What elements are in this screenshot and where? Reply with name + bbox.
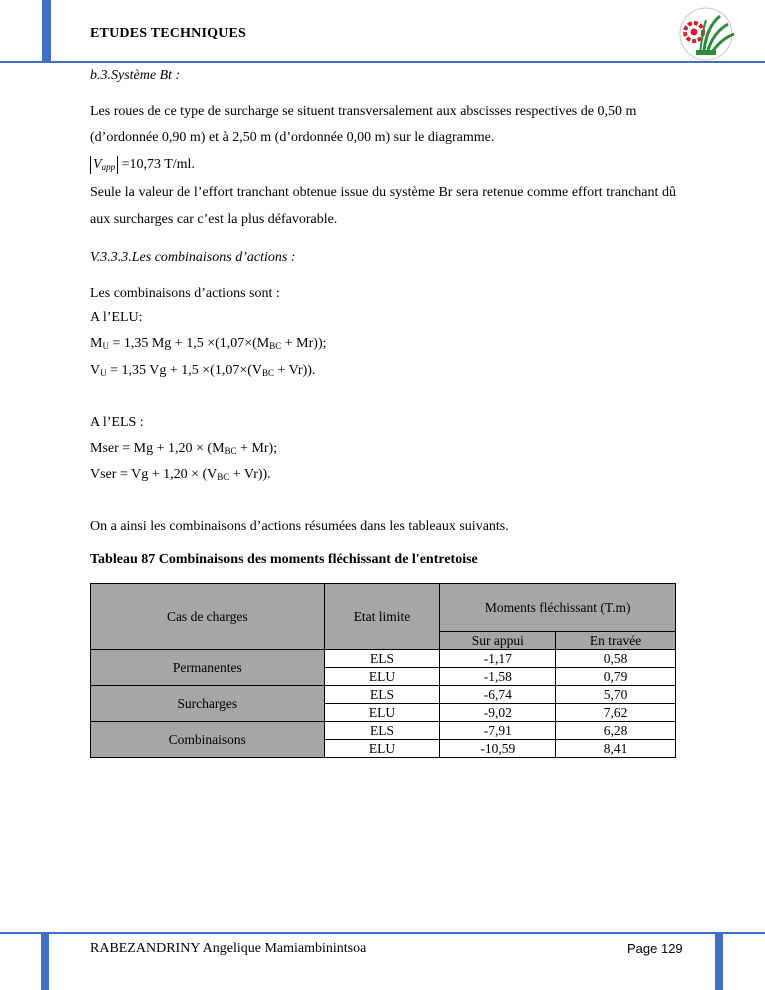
paragraph-line: Les combinaisons d’actions sont : bbox=[90, 286, 280, 301]
institution-logo bbox=[670, 6, 742, 62]
header-title: ETUDES TECHNIQUES bbox=[90, 26, 247, 41]
footer-author: RABEZANDRINY Angelique Mamiambinintsoa bbox=[90, 941, 367, 956]
formula-subscript: BC bbox=[269, 341, 282, 351]
formula-text: + Mr); bbox=[236, 441, 278, 456]
formula-subscript: U bbox=[102, 341, 109, 351]
header-rule bbox=[0, 61, 765, 63]
formula-vser bbox=[90, 465, 271, 485]
formula-subscript: BC bbox=[262, 368, 275, 378]
formula-text: M bbox=[90, 336, 103, 351]
header-state: Etat limite bbox=[324, 584, 440, 650]
cell-span: 6,28 bbox=[556, 722, 676, 740]
footer-rule bbox=[0, 932, 765, 934]
elu-label: A l’ELU: bbox=[90, 310, 143, 325]
formula-text: + Vr)). bbox=[229, 467, 271, 482]
vapp-symbol: V bbox=[93, 157, 102, 172]
section-heading-b3: b.3.Système Bt : bbox=[90, 68, 181, 83]
cell-span: 0,58 bbox=[556, 650, 676, 668]
els-label: A l’ELS : bbox=[90, 415, 144, 430]
formula-text: = 1,35 Vg + 1,5 ×(1,07×(V bbox=[106, 363, 262, 378]
table-row bbox=[91, 722, 676, 740]
table-row bbox=[91, 650, 676, 668]
footer-accent-bar-right bbox=[715, 932, 723, 990]
cell-state: ELS bbox=[324, 686, 440, 704]
paragraph: Seule la valeur de l’effort tranchant obtenue issue du système Br sera retenue comme effort tranchant dû aux surcharges car c’est la plus défavorable. bbox=[90, 185, 676, 227]
cell-support: -1,17 bbox=[440, 650, 556, 668]
summary-line: On a ainsi les combinaisons d’actions résumées dans les tableaux suivants. bbox=[90, 519, 509, 534]
formula-text: Vser = Vg + 1,20 × (V bbox=[90, 467, 218, 482]
vapp-subscript: app bbox=[101, 162, 116, 172]
header-span: En travée bbox=[556, 632, 676, 650]
formula-mu bbox=[90, 334, 327, 354]
group-label: Combinaisons bbox=[91, 722, 325, 758]
cell-span: 8,41 bbox=[556, 740, 676, 758]
group-label: Permanentes bbox=[91, 650, 325, 686]
formula-text: Mser = Mg + 1,20 × (M bbox=[90, 441, 225, 456]
formula-text: + Mr)); bbox=[281, 336, 327, 351]
formula-subscript: BC bbox=[217, 472, 230, 482]
cell-span: 0,79 bbox=[556, 668, 676, 686]
formula-mser bbox=[90, 439, 277, 459]
group-label: Surcharges bbox=[91, 686, 325, 722]
paragraph-line: Les roues de ce type de surcharge se situent transversalement aux abscisses respectives de 0,50 m bbox=[90, 104, 637, 119]
formula-subscript: BC bbox=[224, 446, 237, 456]
cell-span: 7,62 bbox=[556, 704, 676, 722]
cell-support: -1,58 bbox=[440, 668, 556, 686]
formula-vu bbox=[90, 361, 315, 381]
table-row bbox=[91, 686, 676, 704]
cell-state: ELS bbox=[324, 650, 440, 668]
header-accent-bar bbox=[42, 0, 51, 62]
cell-support: -7,91 bbox=[440, 722, 556, 740]
header-case: Cas de charges bbox=[91, 584, 325, 650]
table-caption: Tableau 87 Combinaisons des moments fléchissant de l'entretoise bbox=[90, 552, 478, 567]
cell-support: -10,59 bbox=[440, 740, 556, 758]
cell-support: -9,02 bbox=[440, 704, 556, 722]
cell-state: ELU bbox=[324, 668, 440, 686]
header-support: Sur appui bbox=[440, 632, 556, 650]
vapp-value: =10,73 T/ml. bbox=[121, 157, 195, 172]
formula-text: V bbox=[90, 363, 101, 378]
cell-state: ELU bbox=[324, 704, 440, 722]
paragraph-line: (d’ordonnée 0,90 m) et à 2,50 m (d’ordonnée 0,00 m) sur le diagramme. bbox=[90, 130, 495, 145]
page-number: Page 129 bbox=[627, 941, 683, 956]
cell-span: 5,70 bbox=[556, 686, 676, 704]
moments-table bbox=[90, 583, 676, 758]
header-moments: Moments fléchissant (T.m) bbox=[440, 584, 676, 632]
formula-text: = 1,35 Mg + 1,5 ×(1,07×(M bbox=[108, 336, 270, 351]
footer-accent-bar-left bbox=[41, 932, 49, 990]
section-heading-v333: V.3.3.3.Les combinaisons d’actions : bbox=[90, 250, 296, 265]
formula-subscript: U bbox=[100, 368, 107, 378]
vapp-formula bbox=[90, 155, 195, 175]
formula-text: + Vr)). bbox=[274, 363, 316, 378]
cell-state: ELU bbox=[324, 740, 440, 758]
cell-support: -6,74 bbox=[440, 686, 556, 704]
cell-state: ELS bbox=[324, 722, 440, 740]
